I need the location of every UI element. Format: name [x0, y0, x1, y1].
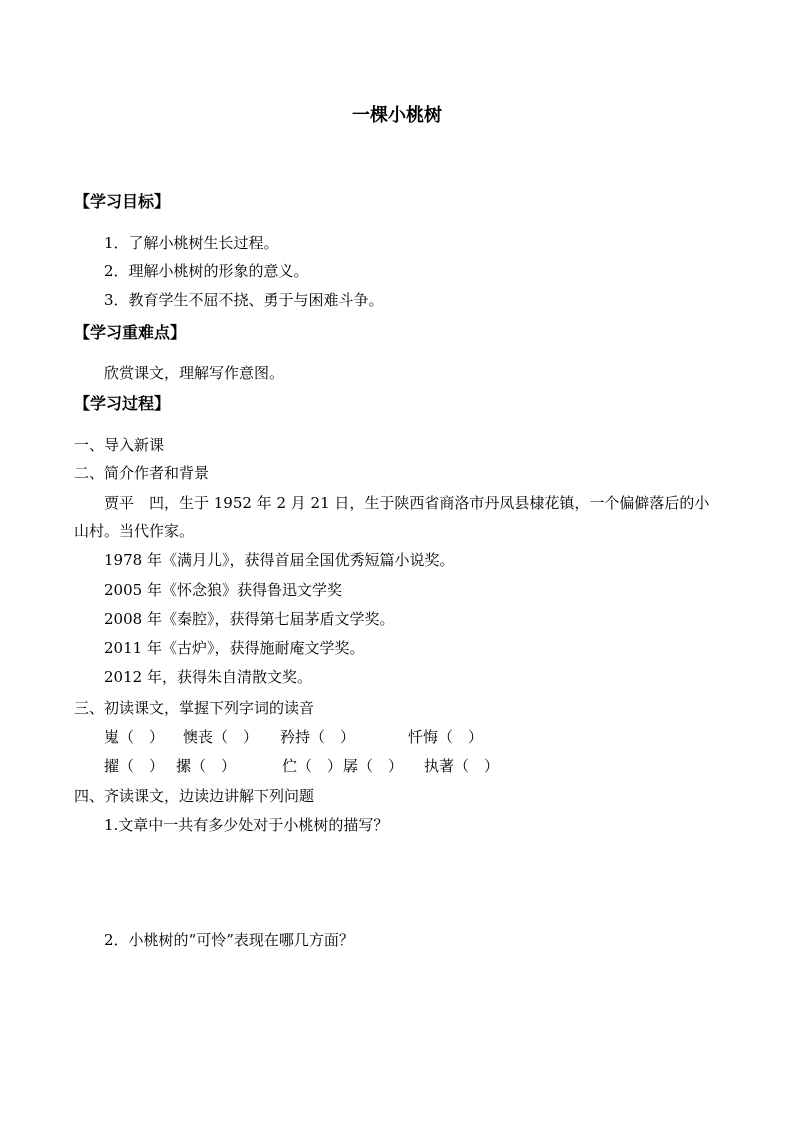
- author-intro-line: 山村。当代作家。: [74, 522, 195, 540]
- section-heading-process: 【学习过程】: [74, 394, 171, 413]
- pinyin-item: 嵬（ ）: [104, 728, 165, 746]
- pinyin-item: 伫（ ）: [282, 757, 343, 775]
- process-step: 一、导入新课: [74, 436, 165, 454]
- author-intro-line: 贾平 凹，生于 1952 年 2 月 21 日，生于陕西省商洛市丹凤县棣花镇，一个偏僻落后的小: [104, 494, 710, 512]
- work-item: 2005 年《怀念狼》获得鲁迅文学奖: [104, 581, 342, 599]
- pinyin-item: 孱（ ）: [343, 757, 404, 775]
- pinyin-item: 忏悔（ ）: [408, 728, 484, 746]
- process-step: 二、简介作者和背景: [74, 464, 210, 482]
- question: 2．小桃树的“可怜”表现在哪几方面？: [104, 931, 354, 949]
- work-item: 1978 年《满月儿》，获得首届全国优秀短篇小说奖。: [104, 551, 455, 569]
- work-item: 2012 年，获得朱自清散文奖。: [104, 668, 312, 686]
- goal-item: 1．了解小桃树生长过程。: [104, 234, 279, 252]
- pinyin-item: 擢（ ）: [104, 757, 165, 775]
- goal-item: 3．教育学生不屈不挠、勇于与困难斗争。: [104, 291, 384, 309]
- pinyin-item: 懊丧（ ）: [183, 728, 259, 746]
- goal-item: 2．理解小桃树的形象的意义。: [104, 262, 309, 280]
- pinyin-item: 执著（ ）: [424, 757, 500, 775]
- pinyin-item: 摞（ ）: [176, 757, 237, 775]
- process-step: 三、初读课文，掌握下列字词的读音: [74, 699, 315, 717]
- work-item: 2011 年《古炉》，获得施耐庵文学奖。: [104, 639, 365, 657]
- document-title: 一棵小桃树: [352, 105, 442, 126]
- key-points-text: 欣赏课文，理解写作意图。: [104, 364, 285, 382]
- section-heading-key-points: 【学习重难点】: [74, 323, 187, 342]
- pinyin-item: 矜持（ ）: [280, 728, 356, 746]
- work-item: 2008 年《秦腔》，获得第七届茅盾文学奖。: [104, 610, 395, 628]
- process-step: 四、齐读课文，边读边讲解下列问题: [74, 787, 315, 805]
- section-heading-goals: 【学习目标】: [74, 192, 171, 211]
- question: 1.文章中一共有多少处对于小桃树的描写？: [104, 816, 389, 834]
